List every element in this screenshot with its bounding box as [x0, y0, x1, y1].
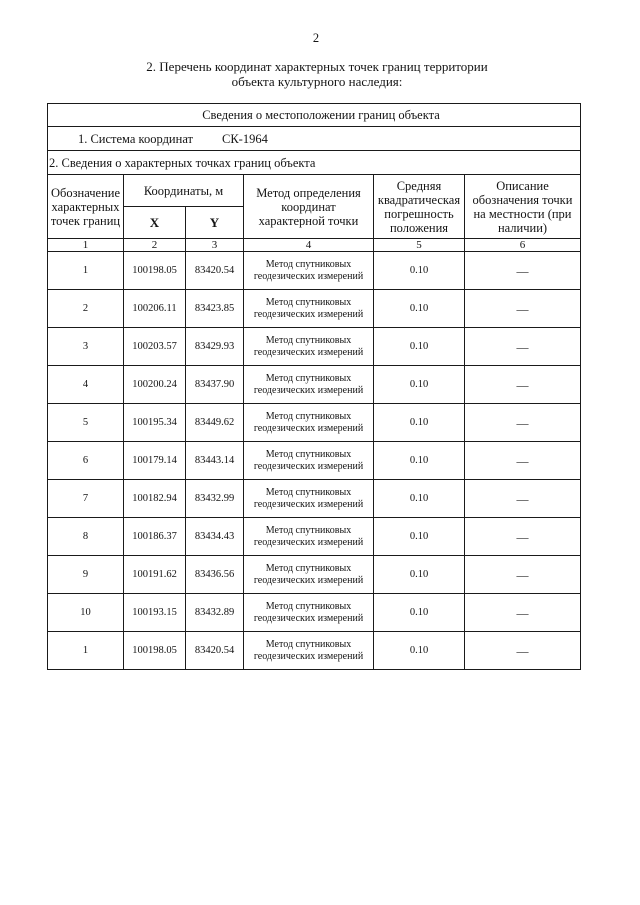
description-cell: — [465, 556, 581, 594]
description-cell: — [465, 594, 581, 632]
y-coordinate-cell: 83449.62 [186, 404, 244, 442]
description-cell: — [465, 404, 581, 442]
col-header-method: Метод определения координат характерной точки [244, 175, 374, 239]
point-number-cell: 2 [48, 290, 124, 328]
col-header-x: X [124, 207, 186, 239]
point-number-cell: 1 [48, 632, 124, 670]
y-coordinate-cell: 83423.85 [186, 290, 244, 328]
x-coordinate-cell: 100182.94 [124, 480, 186, 518]
y-coordinate-cell: 83429.93 [186, 328, 244, 366]
section-header: Сведения о местоположении границ объекта [48, 104, 581, 127]
error-cell: 0.10 [374, 404, 465, 442]
boundary-coordinates-table [47, 103, 581, 670]
x-coordinate-cell: 100203.57 [124, 328, 186, 366]
method-cell: Метод спутниковых геодезических измерений [244, 404, 374, 442]
y-coordinate-cell: 83443.14 [186, 442, 244, 480]
point-number-cell: 8 [48, 518, 124, 556]
point-number-cell: 4 [48, 366, 124, 404]
point-number-cell: 9 [48, 556, 124, 594]
description-cell: — [465, 290, 581, 328]
col-header-y: Y [186, 207, 244, 239]
y-coordinate-cell: 83420.54 [186, 632, 244, 670]
column-number: 3 [186, 239, 244, 252]
column-number: 1 [48, 239, 124, 252]
method-cell: Метод спутниковых геодезических измерений [244, 480, 374, 518]
method-cell: Метод спутниковых геодезических измерений [244, 556, 374, 594]
error-cell: 0.10 [374, 328, 465, 366]
error-cell: 0.10 [374, 518, 465, 556]
column-number: 4 [244, 239, 374, 252]
point-number-cell: 5 [48, 404, 124, 442]
method-cell: Метод спутниковых геодезических измерений [244, 518, 374, 556]
error-cell: 0.10 [374, 556, 465, 594]
col-header-coordinates: Координаты, м [124, 175, 244, 207]
page-title: 2. Перечень координат характерных точек границ территории объекта культурного наследия: [146, 59, 488, 89]
x-coordinate-cell: 100191.62 [124, 556, 186, 594]
method-cell: Метод спутниковых геодезических измерений [244, 366, 374, 404]
error-cell: 0.10 [374, 252, 465, 290]
method-cell: Метод спутниковых геодезических измерений [244, 290, 374, 328]
method-cell: Метод спутниковых геодезических измерений [244, 594, 374, 632]
method-cell: Метод спутниковых геодезических измерений [244, 252, 374, 290]
error-cell: 0.10 [374, 366, 465, 404]
description-cell: — [465, 252, 581, 290]
point-number-cell: 6 [48, 442, 124, 480]
x-coordinate-cell: 100195.34 [124, 404, 186, 442]
col-header-designation: Обозначение характерных точек границ [48, 175, 124, 239]
x-coordinate-cell: 100198.05 [124, 632, 186, 670]
y-coordinate-cell: 83436.56 [186, 556, 244, 594]
y-coordinate-cell: 83432.99 [186, 480, 244, 518]
x-coordinate-cell: 100206.11 [124, 290, 186, 328]
x-coordinate-cell: 100193.15 [124, 594, 186, 632]
description-cell: — [465, 366, 581, 404]
description-cell: — [465, 632, 581, 670]
column-number: 2 [124, 239, 186, 252]
method-cell: Метод спутниковых геодезических измерений [244, 328, 374, 366]
error-cell: 0.10 [374, 594, 465, 632]
col-header-description: Описание обозначения точки на местности (при наличии) [465, 175, 581, 239]
description-cell: — [465, 518, 581, 556]
error-cell: 0.10 [374, 442, 465, 480]
page-number: 2 [312, 31, 320, 45]
col-header-error: Средняя квадратическая погрешность положения [374, 175, 465, 239]
x-coordinate-cell: 100179.14 [124, 442, 186, 480]
point-number-cell: 3 [48, 328, 124, 366]
coord-system-row [48, 127, 581, 151]
description-cell: — [465, 480, 581, 518]
coord-system-label: 1. Система координат [77, 131, 194, 146]
y-coordinate-cell: 83434.43 [186, 518, 244, 556]
point-number-cell: 1 [48, 252, 124, 290]
x-coordinate-cell: 100198.05 [124, 252, 186, 290]
column-number: 6 [465, 239, 581, 252]
error-cell: 0.10 [374, 480, 465, 518]
point-number-cell: 10 [48, 594, 124, 632]
description-cell: — [465, 328, 581, 366]
error-cell: 0.10 [374, 290, 465, 328]
points-header: 2. Сведения о характерных точках границ объекта [48, 151, 581, 175]
y-coordinate-cell: 83432.89 [186, 594, 244, 632]
y-coordinate-cell: 83420.54 [186, 252, 244, 290]
y-coordinate-cell: 83437.90 [186, 366, 244, 404]
point-number-cell: 7 [48, 480, 124, 518]
coord-system-value: СК-1964 [222, 131, 268, 146]
method-cell: Метод спутниковых геодезических измерений [244, 442, 374, 480]
error-cell: 0.10 [374, 632, 465, 670]
x-coordinate-cell: 100186.37 [124, 518, 186, 556]
x-coordinate-cell: 100200.24 [124, 366, 186, 404]
method-cell: Метод спутниковых геодезических измерений [244, 632, 374, 670]
description-cell: — [465, 442, 581, 480]
column-number: 5 [374, 239, 465, 252]
